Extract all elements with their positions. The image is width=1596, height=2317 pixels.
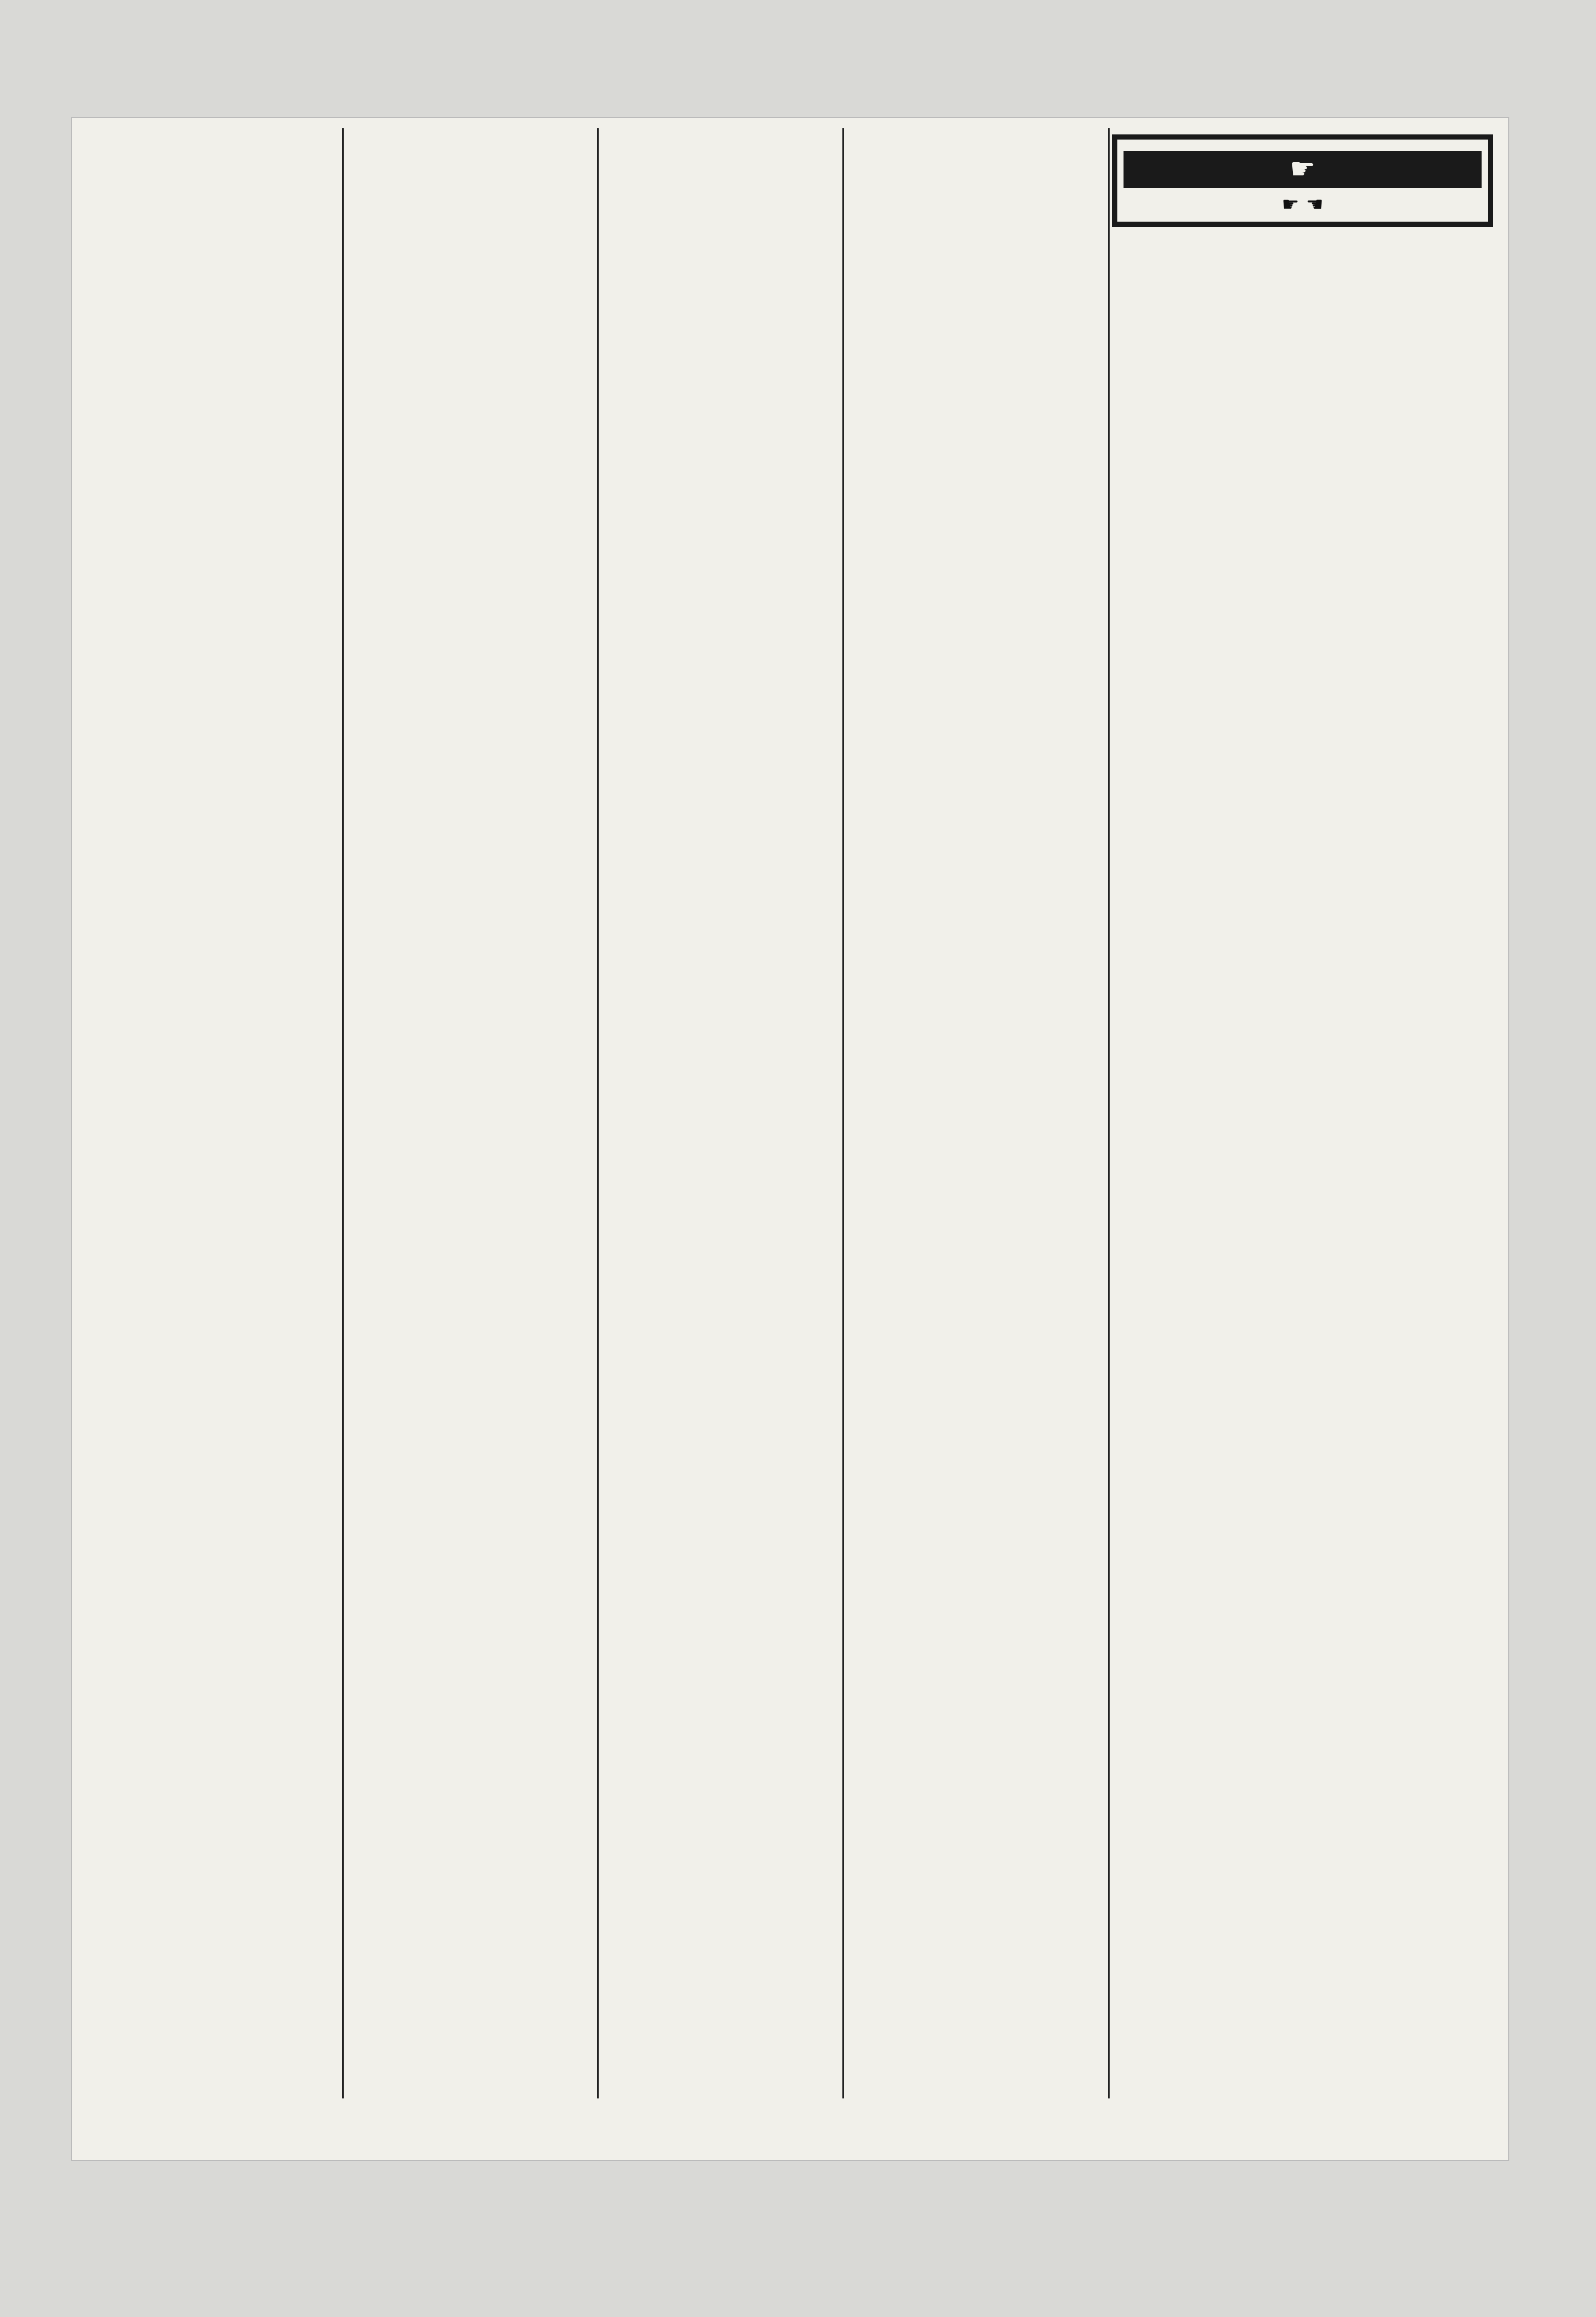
no-loss-banner: ☛ ☚ xyxy=(1282,193,1324,215)
column-rule xyxy=(597,128,599,2098)
column-rule xyxy=(1108,128,1110,2098)
column-1-classifieds xyxy=(95,127,341,2098)
newspaper-page xyxy=(72,118,1508,2160)
column-3-classifieds xyxy=(600,127,841,2098)
column-4-classifieds xyxy=(844,127,1106,2098)
lottery-banner: ☛ xyxy=(1124,151,1482,188)
column-5 xyxy=(1112,127,1493,2098)
column-2-classifieds xyxy=(344,127,595,2098)
lottery-advertisement xyxy=(1112,134,1493,227)
